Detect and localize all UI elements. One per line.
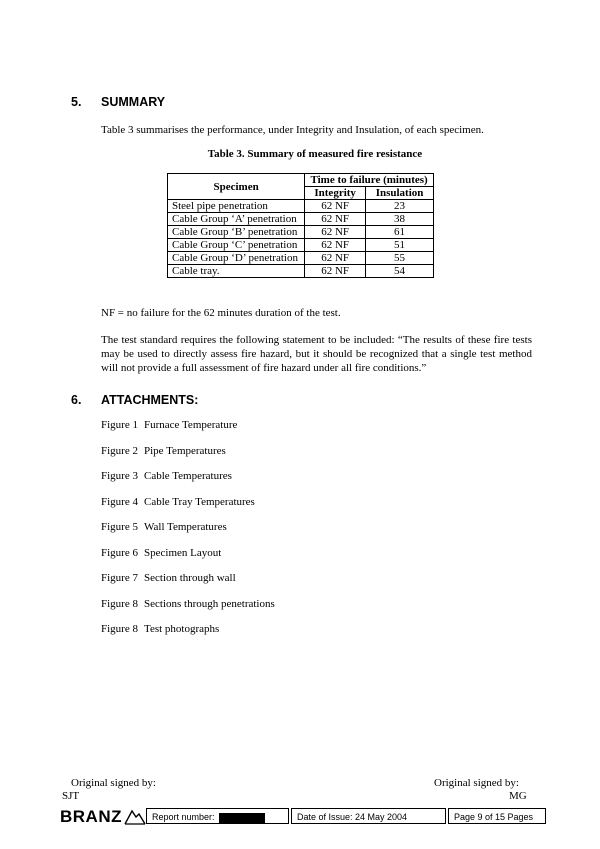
branz-logo [60,806,146,828]
table-row [168,226,434,239]
left-signature-label: Original signed by: [71,777,156,789]
attachment-figure-title: Wall Temperatures [144,521,227,533]
insulation-cell: 23 [366,200,434,213]
attachment-figure-label: Figure 5 [101,521,138,533]
specimen-cell: Cable Group ‘C’ penetration [168,239,305,252]
summary-intro: Table 3 summarises the performance, under Integrity and Insulation, of each specimen. [101,124,484,136]
header-specimen: Specimen [168,174,305,200]
attachment-figure-label: Figure 2 [101,444,138,457]
specimen-cell: Cable Group ‘A’ penetration [168,213,305,226]
insulation-cell: 61 [366,226,434,239]
attachment-figure-label: Figure 1 [101,419,138,431]
branz-logo-text: BRANZ [60,807,122,826]
insulation-cell: 54 [366,265,434,278]
left-signature-initials: SJT [62,790,80,802]
table-row [168,213,434,226]
attachment-figure-label: Figure 7 [101,572,138,584]
table-body [168,200,434,278]
insulation-cell: 38 [366,213,434,226]
attachment-figure-title: Test photographs [144,623,220,635]
redacted-report-number [219,813,265,823]
header-time-to-failure: Time to failure (minutes) [305,174,434,187]
specimen-cell: Cable Group ‘B’ penetration [168,226,305,239]
integrity-cell: 62 NF [305,200,366,213]
table-row [168,252,434,265]
report-number-box [146,808,289,824]
table-caption: Table 3. Summary of measured fire resistance [207,148,423,160]
attachment-figure-title: Furnace Temperature [144,419,238,431]
specimen-cell: Cable tray. [168,265,305,278]
attachment-figure-label: Figure 6 [101,546,138,559]
header-integrity: Integrity [305,187,366,200]
insulation-cell: 51 [366,239,434,252]
attachment-figure-title: Cable Temperatures [144,470,232,482]
section-number-summary: 5. [71,95,82,109]
right-signature-label: Original signed by: [434,777,519,789]
report-number-label: Report number: [152,812,215,822]
section-title-attachments: ATTACHMENTS: [101,393,199,407]
integrity-cell: 62 NF [305,252,366,265]
integrity-cell: 62 NF [305,265,366,278]
test-standard-statement: The test standard requires the following statement to be included: “The results of these fire tests may be used to directly assess fire hazard, but it should be recognized that a single test method will not provide a full assessment of fire hazard under all fire conditions.” [101,334,532,374]
attachment-figure-title: Section through wall [144,572,236,584]
attachment-figure-title: Pipe Temperatures [144,444,226,457]
section-number-attachments: 6. [71,393,82,407]
attachment-figure-title: Sections through penetrations [144,597,275,610]
attachment-figure-label: Figure 3 [101,470,138,482]
nf-note: NF = no failure for the 62 minutes duration of the test. [101,307,341,319]
page-number: Page 9 of 15 Pages [448,808,546,824]
specimen-cell: Cable Group ‘D’ penetration [168,252,305,265]
integrity-cell: 62 NF [305,226,366,239]
date-of-issue: Date of Issue: 24 May 2004 [291,808,446,824]
attachment-figure-label: Figure 8 [101,623,138,635]
fire-resistance-table [167,173,434,278]
attachment-figure-label: Figure 8 [101,597,138,610]
table-row [168,200,434,213]
table-row [168,239,434,252]
section-title-summary: SUMMARY [101,95,166,109]
attachment-figure-title: Specimen Layout [144,546,222,559]
table-row [168,265,434,278]
insulation-cell: 55 [366,252,434,265]
house-roof-icon [124,808,146,826]
header-insulation: Insulation [366,187,434,200]
integrity-cell: 62 NF [305,239,366,252]
specimen-cell: Steel pipe penetration [168,200,305,213]
integrity-cell: 62 NF [305,213,366,226]
attachment-figure-title: Cable Tray Temperatures [144,495,255,508]
attachment-figure-label: Figure 4 [101,495,138,508]
right-signature-initials: MG [509,790,527,802]
